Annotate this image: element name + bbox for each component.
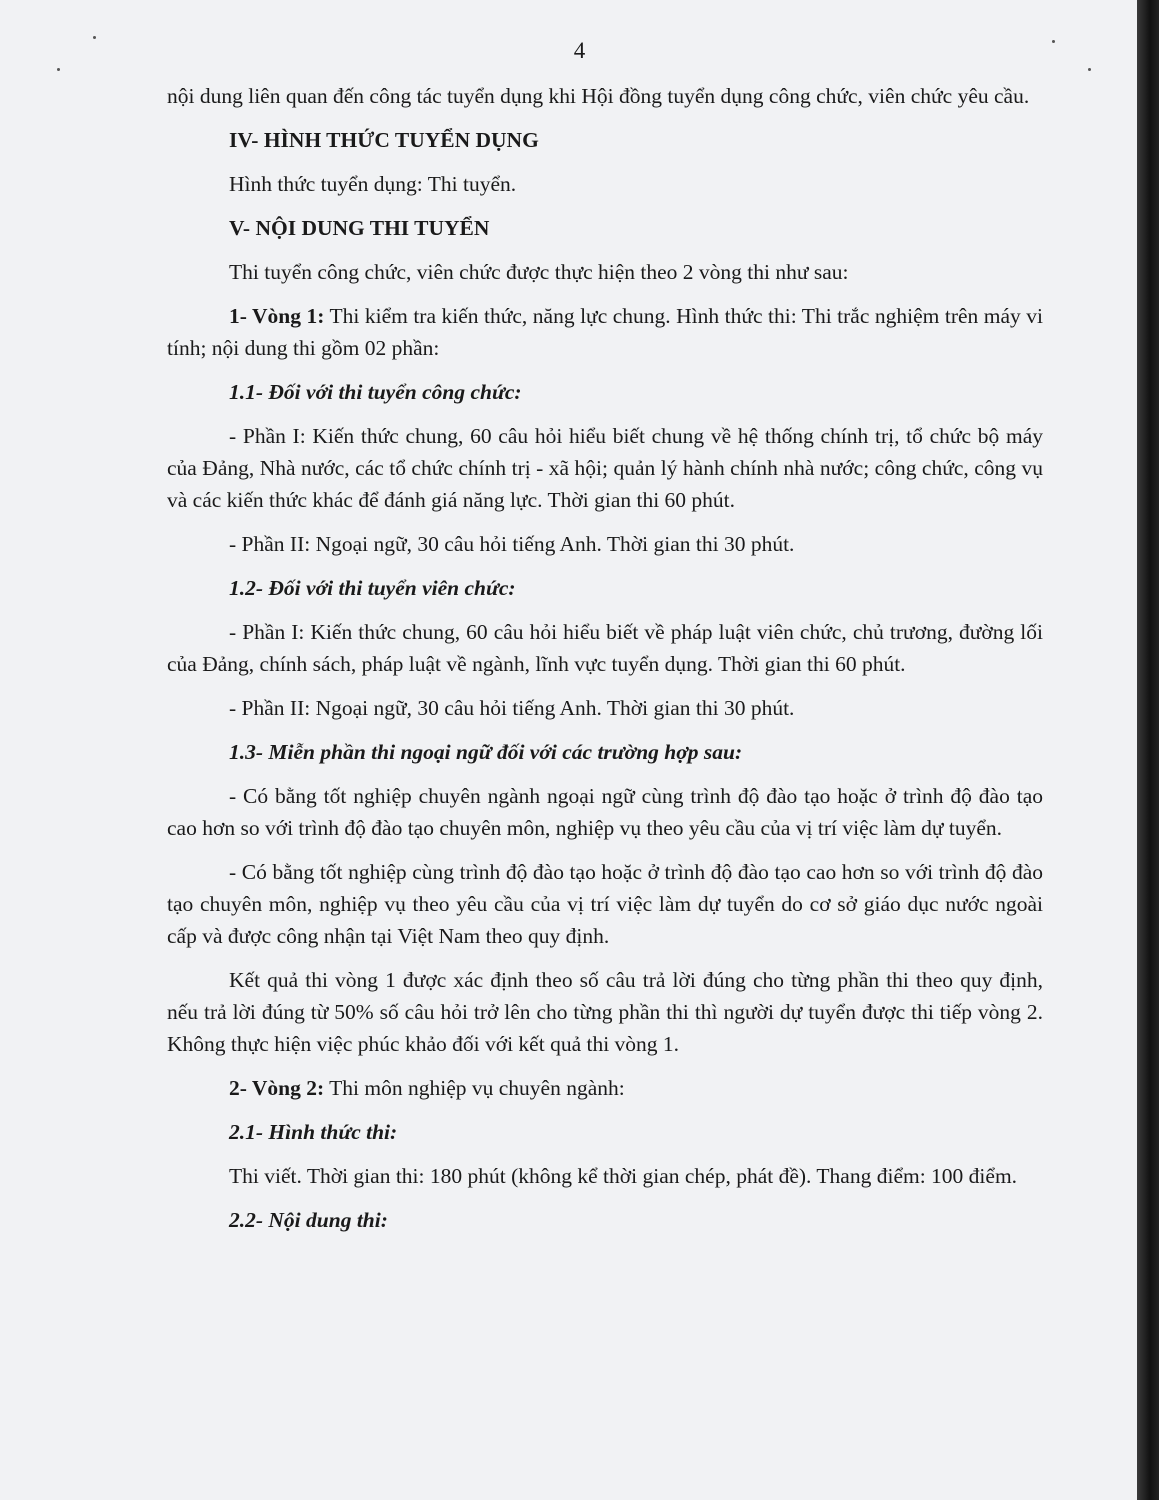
- scan-speck: [57, 68, 60, 71]
- subsection-1-3-item2: - Có bằng tốt nghiệp cùng trình độ đào tạo hoặc ở trình độ đào tạo cao hơn so với trình độ đào tạo chuyên môn, nghiệp vụ theo yêu cầu của vị trí việc làm dự tuyển do cơ sở giáo dục nước ngoài cấp và được công nhận tại Việt Nam theo quy định.: [167, 860, 1043, 948]
- page-number: 4: [573, 38, 586, 63]
- round1-label: 1- Vòng 1:: [229, 304, 325, 328]
- section-iv-heading: IV- HÌNH THỨC TUYỂN DỤNG: [229, 128, 539, 152]
- round2-paragraph: [167, 1072, 1043, 1104]
- subsection-1-1-part2: - Phần II: Ngoại ngữ, 30 câu hỏi tiếng Anh. Thời gian thi 30 phút.: [229, 532, 795, 556]
- round2-label: 2- Vòng 2:: [229, 1076, 325, 1100]
- subsection-1-2-part1: - Phần I: Kiến thức chung, 60 câu hỏi hiểu biết về pháp luật viên chức, chủ trương, đường lối của Đảng, chính sách, pháp luật về ngành, lĩnh vực tuyển dụng. Thời gian thi 60 phút.: [167, 620, 1043, 676]
- round1-result: Kết quả thi vòng 1 được xác định theo số câu trả lời đúng cho từng phần thi theo quy định, nếu trả lời đúng từ 50% số câu hỏi trở lên cho từng phần thi thì người dự tuyển được thi tiếp vòng 2. Không thực hiện việc phúc khảo đối với kết quả thi vòng 1.: [167, 968, 1043, 1056]
- round1-text: Thi kiểm tra kiến thức, năng lực chung. Hình thức thi: Thi trắc nghiệm trên máy vi tính; nội dung thi gồm 02 phần:: [167, 304, 1043, 360]
- subsection-1-1-heading: 1.1- Đối với thi tuyển công chức:: [229, 380, 522, 404]
- section-iv-text: Hình thức tuyển dụng: Thi tuyển.: [229, 172, 517, 196]
- scan-edge: [1137, 0, 1159, 1500]
- subsection-2-1-heading: 2.1- Hình thức thi:: [229, 1120, 398, 1144]
- subsection-1-3-heading: 1.3- Miễn phần thi ngoại ngữ đối với các trường hợp sau:: [229, 740, 743, 764]
- subsection-1-2-part2: - Phần II: Ngoại ngữ, 30 câu hỏi tiếng Anh. Thời gian thi 30 phút.: [229, 696, 795, 720]
- section-v-heading: V- NỘI DUNG THI TUYỂN: [229, 216, 490, 240]
- scan-speck: [1088, 68, 1091, 71]
- subsection-1-2-heading: 1.2- Đối với thi tuyển viên chức:: [229, 576, 516, 600]
- document-body: [167, 80, 1043, 1248]
- section-v-intro: Thi tuyển công chức, viên chức được thực hiện theo 2 vòng thi như sau:: [229, 260, 849, 284]
- subsection-2-2-heading: 2.2- Nội dung thi:: [229, 1208, 388, 1232]
- round1-paragraph: [167, 300, 1043, 364]
- round2-text: Thi môn nghiệp vụ chuyên ngành:: [324, 1076, 625, 1100]
- continuation-paragraph: nội dung liên quan đến công tác tuyển dụng khi Hội đồng tuyển dụng công chức, viên chức yêu cầu.: [167, 84, 1030, 108]
- subsection-1-1-part1: - Phần I: Kiến thức chung, 60 câu hỏi hiểu biết chung về hệ thống chính trị, tổ chức bộ máy của Đảng, Nhà nước, các tổ chức chính trị - xã hội; quản lý hành chính nhà nước; công chức, công vụ và các kiến thức khác để đánh giá năng lực. Thời gian thi 60 phút.: [167, 424, 1043, 512]
- subsection-2-1-text: Thi viết. Thời gian thi: 180 phút (không kể thời gian chép, phát đề). Thang điểm: 100 điểm.: [229, 1164, 1018, 1188]
- subsection-1-3-item1: - Có bằng tốt nghiệp chuyên ngành ngoại ngữ cùng trình độ đào tạo hoặc ở trình độ đào tạo cao hơn so với trình độ đào tạo chuyên môn, nghiệp vụ theo yêu cầu của vị trí việc làm dự tuyển.: [167, 784, 1043, 840]
